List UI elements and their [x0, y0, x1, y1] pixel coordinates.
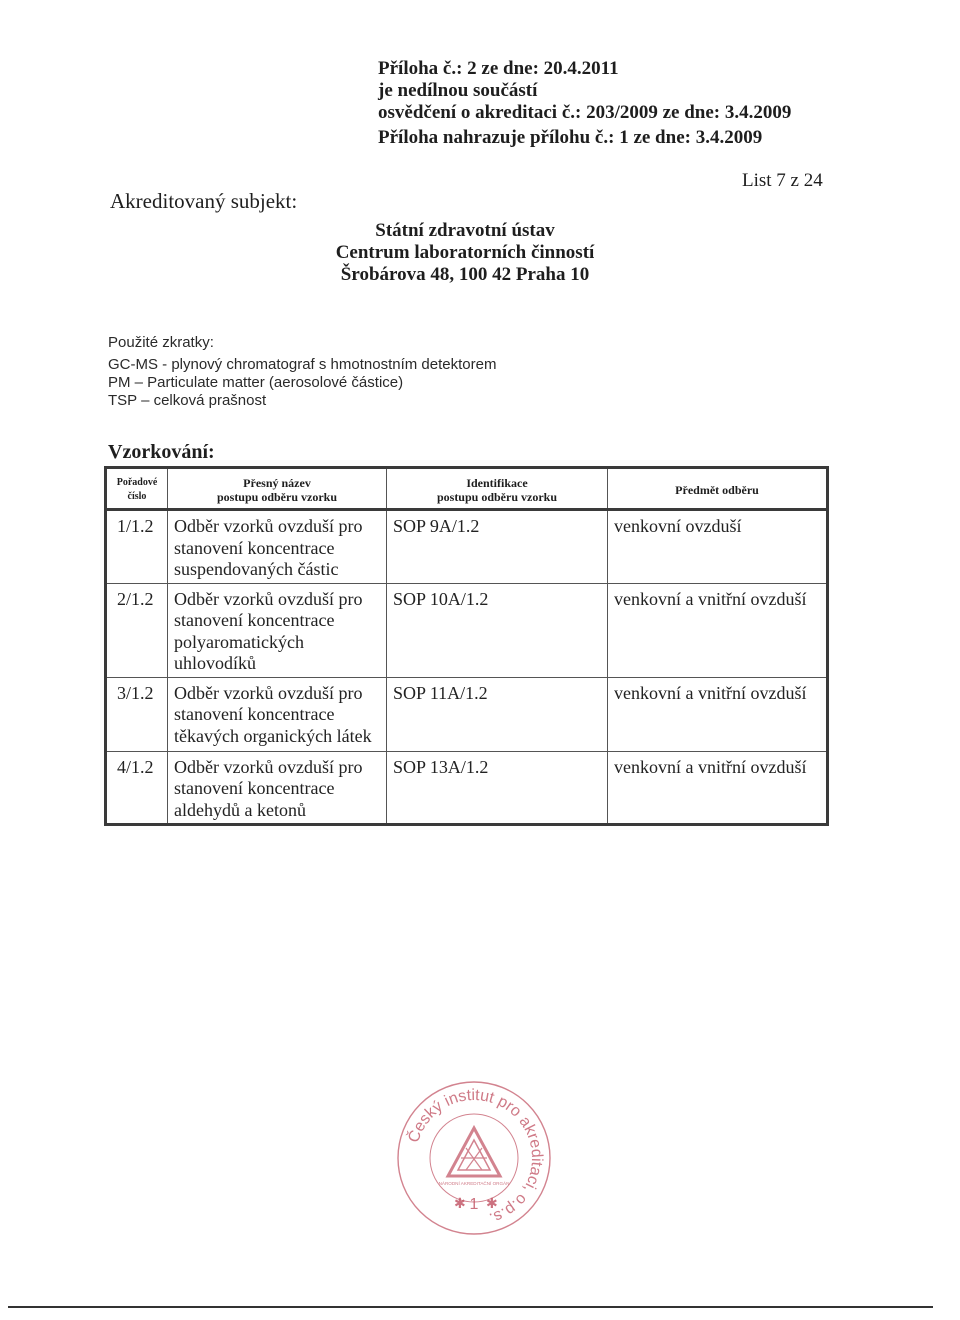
- header-procedure-id-line2: postupu odběru vzorku: [436, 490, 558, 504]
- sheet-number: List 7 z 24: [742, 170, 823, 191]
- annex-replaces: Příloha nahrazuje přílohu č.: 1 ze dne: 3.4.2009: [378, 127, 763, 148]
- section-title: Vzorkování:: [108, 441, 215, 463]
- header-order-number-line1: Pořadové: [116, 477, 158, 488]
- accredited-subject-label: Akreditovaný subjekt:: [110, 189, 298, 213]
- row-procedure-id: SOP 9A/1.2: [387, 510, 608, 584]
- row-procedure-name: Odběr vzorků ovzduší pro stanovení koncentrace suspendovaných částic: [168, 510, 387, 584]
- header-procedure-name-line1: Přesný název: [243, 476, 311, 490]
- row-procedure-id: SOP 10A/1.2: [387, 583, 608, 677]
- stamp-star-icon: ✱: [486, 1196, 498, 1212]
- stamp-inner-text: NÁRODNÍ AKREDITAČNÍ ORGÁN: [438, 1181, 510, 1186]
- table-row: [106, 751, 828, 825]
- row-procedure-name: Odběr vzorků ovzduší pro stanovení koncentrace polyaromatických uhlovodíků: [168, 583, 387, 677]
- row-procedure-name: Odběr vzorků ovzduší pro stanovení koncentrace aldehydů a ketonů: [168, 751, 387, 825]
- institution-department: Centrum laboratorních činností: [335, 242, 595, 263]
- certificate-reference: osvědčení o akreditaci č.: 203/2009 ze dne: 3.4.2009: [378, 102, 792, 123]
- row-procedure-id: SOP 11A/1.2: [387, 677, 608, 751]
- row-sampling-subject: venkovní ovzduší: [608, 510, 828, 584]
- row-number: 3/1.2: [106, 677, 168, 751]
- abbreviation-item: TSP – celková prašnost: [108, 392, 267, 409]
- annex-number: Příloha č.: 2 ze dne: 20.4.2011: [378, 58, 619, 79]
- annex-part-of: je nedílnou součástí: [378, 80, 538, 101]
- row-procedure-id: SOP 13A/1.2: [387, 751, 608, 825]
- abbreviation-item: PM – Particulate matter (aerosolové částice): [108, 374, 404, 391]
- footer-divider: [8, 1306, 933, 1308]
- row-procedure-name: Odběr vzorků ovzduší pro stanovení koncentrace těkavých organických látek: [168, 677, 387, 751]
- table-row: [106, 510, 828, 584]
- header-procedure-id: [387, 468, 608, 510]
- stamp-ring-text: Český institut pro akreditaci, o.p.s.: [405, 1086, 546, 1227]
- stamp-seal-icon: [394, 1078, 554, 1238]
- row-sampling-subject: venkovní a vnitřní ovzduší: [608, 751, 828, 825]
- row-sampling-subject: venkovní a vnitřní ovzduší: [608, 583, 828, 677]
- row-number: 1/1.2: [106, 510, 168, 584]
- sampling-table: [104, 466, 829, 826]
- table-header-row: [106, 468, 828, 510]
- stamp-star-icon: ✱: [454, 1196, 466, 1212]
- abbreviation-item: GC-MS - plynový chromatograf s hmotnostním detektorem: [108, 356, 497, 373]
- institution-name: Státní zdravotní ústav: [375, 220, 555, 241]
- header-sampling-subject: Předmět odběru: [608, 468, 828, 510]
- row-sampling-subject: venkovní a vnitřní ovzduší: [608, 677, 828, 751]
- header-procedure-name: [168, 468, 387, 510]
- stamp-number: 1: [469, 1196, 479, 1213]
- accreditation-stamp: [394, 1078, 554, 1243]
- row-number: 2/1.2: [106, 583, 168, 677]
- table-row: [106, 677, 828, 751]
- header-order-number: [106, 468, 168, 510]
- abbreviations-title: Použité zkratky:: [108, 334, 214, 351]
- row-number: 4/1.2: [106, 751, 168, 825]
- header-procedure-id-line1: Identifikace: [466, 476, 528, 490]
- header-procedure-name-line2: postupu odběru vzorku: [216, 490, 338, 504]
- institution-address: Šrobárova 48, 100 42 Praha 10: [340, 264, 590, 285]
- header-order-number-line2: číslo: [127, 491, 147, 502]
- table-row: [106, 583, 828, 677]
